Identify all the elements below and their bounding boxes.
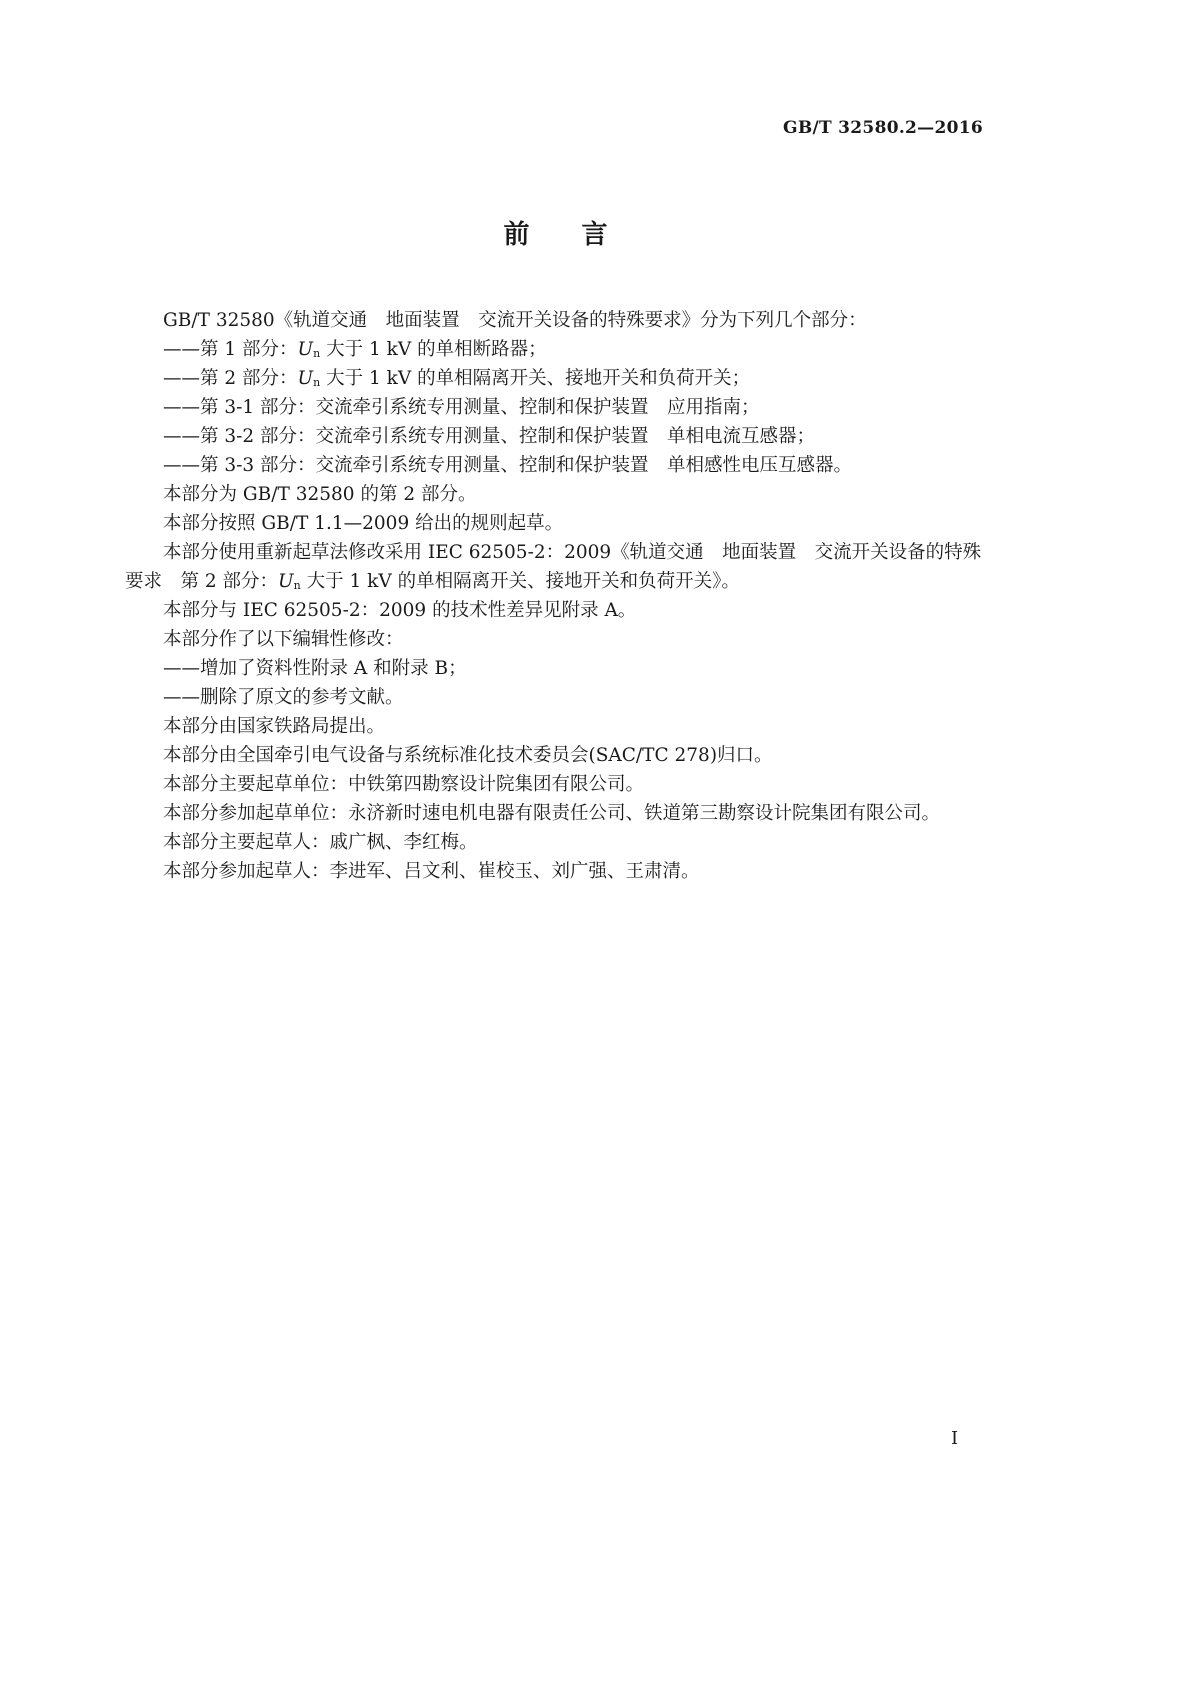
title-char-1: 前 xyxy=(503,220,530,250)
title-char-2: 言 xyxy=(581,220,608,250)
list-item-part-3-2: ——第 3-2 部分：交流牵引系统专用测量、控制和保护装置 单相电流互感器； xyxy=(163,426,816,447)
paragraph-part-statement: 本部分为 GB/T 32580 的第 2 部分。 xyxy=(163,484,477,505)
document-number-header: GB/T 32580.2—2016 xyxy=(783,118,983,138)
list-item-removed-bibliography: ——删除了原文的参考文献。 xyxy=(163,687,404,708)
paragraph-participating-units: 本部分参加起草单位：永济新时速电机电器有限责任公司、铁道第三勘察设计院集团有限公司。 xyxy=(163,803,941,824)
list-item-part-3-1: ——第 3-1 部分：交流牵引系统专用测量、控制和保护装置 应用指南； xyxy=(163,397,760,418)
paragraph-main-drafting-unit: 本部分主要起草单位：中铁第四勘察设计院集团有限公司。 xyxy=(163,774,645,795)
paragraph-main-drafters: 本部分主要起草人：戚广枫、李红梅。 xyxy=(163,832,478,853)
list-item-part-2: ——第 2 部分：$U_n$ 大于 1 kV 的单相隔离开关、接地开关和负荷开关； xyxy=(163,368,751,389)
paragraph-under-jurisdiction: 本部分由全国牵引电气设备与系统标准化技术委员会(SAC/TC 278)归口。 xyxy=(163,745,773,766)
paragraph-adoption-continued: 要求 第 2 部分：$U_n$ 大于 1 kV 的单相隔离开关、接地开关和负荷开关》。 xyxy=(125,571,740,592)
paragraph-participating-drafters: 本部分参加起草人：李进军、吕文利、崔校玉、刘广强、王肃清。 xyxy=(163,861,700,882)
list-item-part-1: ——第 1 部分：$U_n$ 大于 1 kV 的单相断路器； xyxy=(163,339,547,360)
list-item-part-3-3: ——第 3-3 部分：交流牵引系统专用测量、控制和保护装置 单相感性电压互感器。 xyxy=(163,455,853,476)
page-number: I xyxy=(951,1428,959,1449)
paragraph-adoption: 本部分使用重新起草法修改采用 IEC 62505-2：2009《轨道交通 地面装置 交流开关设备的特殊 xyxy=(163,542,982,563)
paragraph-drafting-rules: 本部分按照 GB/T 1.1—2009 给出的规则起草。 xyxy=(163,513,564,534)
list-item-added-annexes: ——增加了资料性附录 A 和附录 B； xyxy=(163,658,467,679)
paragraph-technical-differences: 本部分与 IEC 62505-2：2009 的技术性差异见附录 A。 xyxy=(163,600,637,621)
paragraph-series-intro: GB/T 32580《轨道交通 地面装置 交流开关设备的特殊要求》分为下列几个部分： xyxy=(163,310,867,331)
paragraph-proposed-by: 本部分由国家铁路局提出。 xyxy=(163,716,386,737)
foreword-body xyxy=(125,306,995,886)
page-title xyxy=(0,214,1111,251)
paragraph-editorial-changes: 本部分作了以下编辑性修改： xyxy=(163,629,404,650)
